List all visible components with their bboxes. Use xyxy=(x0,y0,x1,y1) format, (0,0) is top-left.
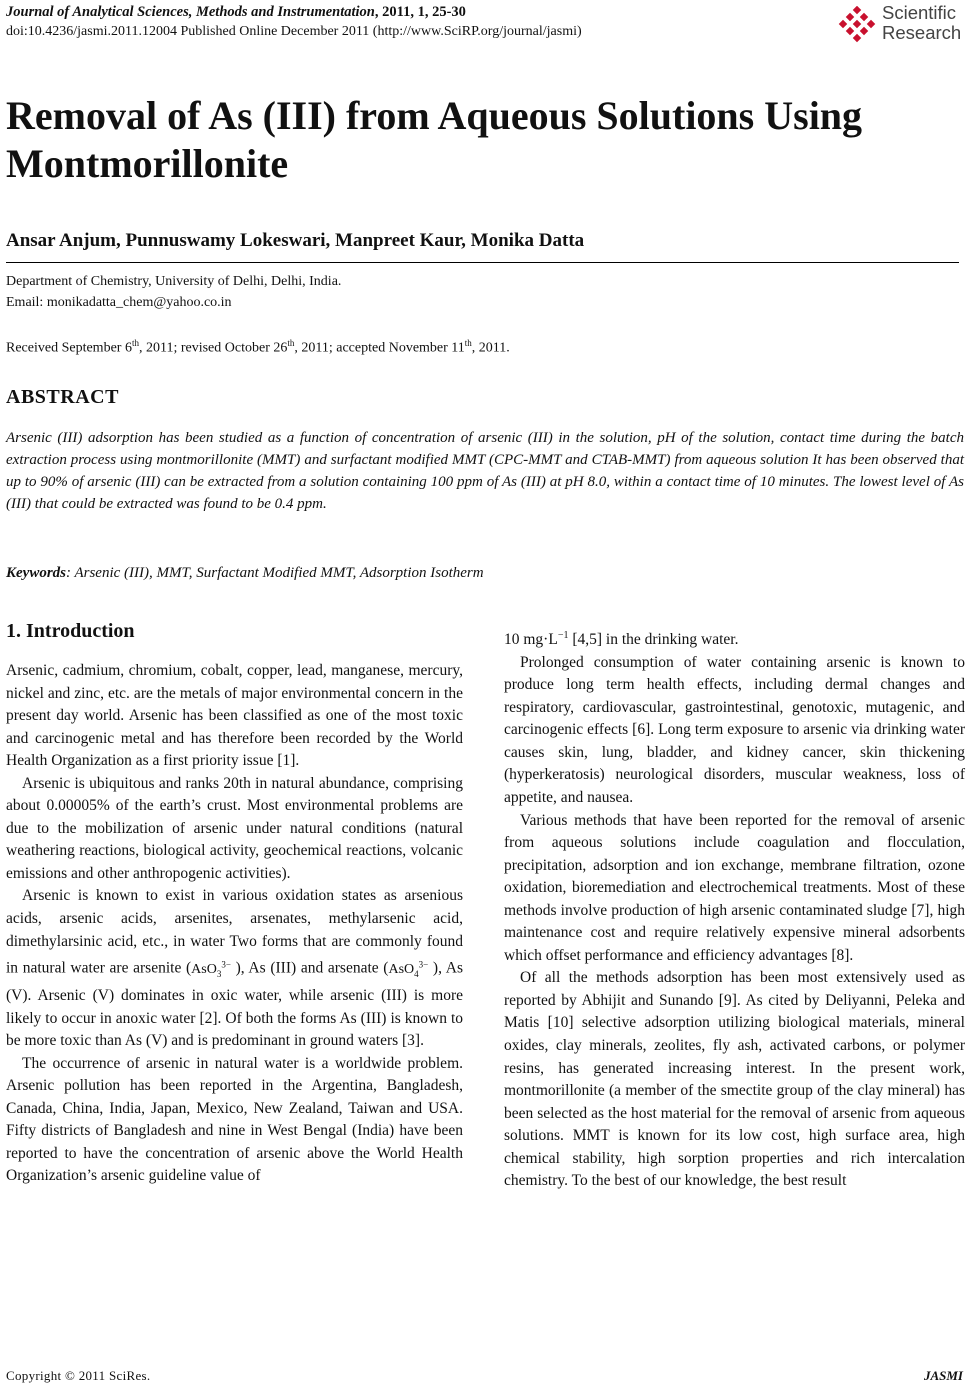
paragraph: Arsenic, cadmium, chromium, cobalt, copper, lead, manganese, mercury, nickel and zinc, etc. are the metals of major environmental concern in the present day world. Arsenic has been classified as one of the most toxic and carcinogenic metal and has therefore been recorded by the World Health Organization as a first priority issue [1]. xyxy=(6,662,463,770)
paragraph: Arsenic is known to exist in various oxidation states as arsenious acids, arsenic acids, arsenites, arsenates, methylarsenic acid, dimethylarsinic acid, etc., in water Two forms that are commonly found in natural water are arsenite (AsO$_3^{3-}$ ), As (III) and arsenate (AsO$_4^{3-}$ ), As (V). Arsenic (V) dominates in oxic water, while arsenic (III) is more likely to occur in anoxic water [2]. Of both the forms As (III) is known to be more toxic than As (V) and is predominant in ground waters [3]. xyxy=(6,887,463,1050)
arsenate-formula: AsO$_4^{3-}$ xyxy=(388,959,429,979)
keywords xyxy=(6,565,484,582)
publisher-logo xyxy=(838,2,963,46)
paper-title: Removal of As (III) from Aqueous Solutions Using Montmorillonite xyxy=(6,93,863,186)
logo-text-line1: Scientific xyxy=(882,2,957,23)
title-divider xyxy=(6,262,959,263)
abstract-heading: ABSTRACT xyxy=(6,386,119,408)
paragraph: Of all the methods adsorption has been most extensively used as reported by Abhijit and Sunando [9]. As cited by Deliyanni, Peleka and Matis [10] selective adsorption utilizing biological materials, mineral oxides, clay minerals, zeolites, fly ash, activated carbons, or polymer resins, has generated increasing interest. In the present work, montmorillonite (a member of the smectite group of the clay mineral) has been selected as the host material for the removal of arsenic from aqueous solutions. MMT is known for its low cost, high surface area, high chemical stability, high sorption properties and rich intercalation chemistry. To the best of our knowledge, the best result xyxy=(504,969,965,1190)
section-heading: 1. Introduction xyxy=(6,620,135,642)
journal-abbreviation: JASMI xyxy=(923,1368,963,1383)
copyright-notice: Copyright © 2011 SciRes. xyxy=(6,1368,151,1383)
received-dates: Received September 6th, 2011; revised October 26th, 2011; accepted November 11th, 2011. xyxy=(6,338,510,356)
journal-citation xyxy=(6,4,466,21)
journal-name: Journal of Analytical Sciences, Methods and Instrumentation xyxy=(6,4,375,20)
doi-line: doi:10.4236/jasmi.2011.12004 Published Online December 2011 (http://www.SciRP.org/journal/jasmi) xyxy=(6,24,582,39)
paragraph: The occurrence of arsenic in natural water is a worldwide problem. Arsenic pollution has been reported in the Argentina, Bangladesh, Canada, China, India, Japan, Mexico, New Zealand, Taiwan and USA. Fifty districts of Bangladesh and nine in West Bengal (India) have been reported to have the concentration of arsenic above the World Health Organization’s arsenic guideline value of xyxy=(6,1054,463,1185)
paragraph: Prolonged consumption of water containing arsenic is known to produce long term health effects, including dermal changes and respiratory, cardiovascular, gastrointestinal, genotoxic, mutagenic, and carcinogenic effects [6]. Long term exposure to arsenic via drinking water causes skin, lung, bladder, and kidney cancer, skin thickening (hyperkeratosis) neurological disorders, muscular weakness, loss of appetite, and nausea. xyxy=(504,653,965,806)
right-column xyxy=(504,625,965,1193)
paragraph: 10 $mg\cdot L^{-1}$ [4,5] in the drinking water. xyxy=(504,630,739,649)
author-list: Ansar Anjum, Punnuswamy Lokeswari, Manpreet Kaur, Monika Datta xyxy=(6,230,585,251)
keywords-label: Keywords xyxy=(6,565,66,581)
logo-text-line2: Research xyxy=(882,22,962,43)
contact-email: Email: monikadatta_chem@yahoo.co.in xyxy=(6,295,232,310)
left-column xyxy=(6,660,463,1188)
journal-issue: , 2011, 1, 25-30 xyxy=(374,4,466,20)
paragraph: Various methods that have been reported for the removal of arsenic from aqueous solutions include coagulation and flocculation, precipitation, adsorption and ion exchange, membrane filtration, ozone oxidation, bioremediation and electrochemical treatments. Most of these methods involve production of high arsenic contaminated sludge [7], high maintenance cost and require relatively expensive mineral adsorbents which offset performance and efficiency advantages [8]. xyxy=(504,811,965,964)
abstract-text: Arsenic (III) adsorption has been studied as a function of concentration of arsenic (III) in the solution, pH of the solution, contact time during the batch extraction process using montmorillonite (MMT) and surfactant modified MMT (CPC-MMT and CTAB-MMT) from aqueous solution It has been observed that up to 90% of arsenic (III) can be extracted from a solution containing 100 ppm of As (III) at pH 8.0, within a contact time of 10 minutes. The lowest level of As (III) that could be extracted was found to be 0.4 ppm. xyxy=(6,430,964,512)
paragraph: Arsenic is ubiquitous and ranks 20th in natural abundance, comprising about 0.00005% of the earth’s crust. Most environmental problems are due to the mobilization of arsenic under natural conditions (natural weathering reactions, biological activity, geochemical reactions, volcanic emissions and other anthropogenic activities). xyxy=(6,774,463,882)
keywords-list: : Arsenic (III), MMT, Surfactant Modified MMT, Adsorption Isotherm xyxy=(66,565,484,581)
logo-mark-icon xyxy=(838,6,876,44)
arsenite-formula: AsO$_3^{3-}$ xyxy=(191,959,231,979)
affiliation: Department of Chemistry, University of Delhi, Delhi, India. xyxy=(6,274,342,289)
